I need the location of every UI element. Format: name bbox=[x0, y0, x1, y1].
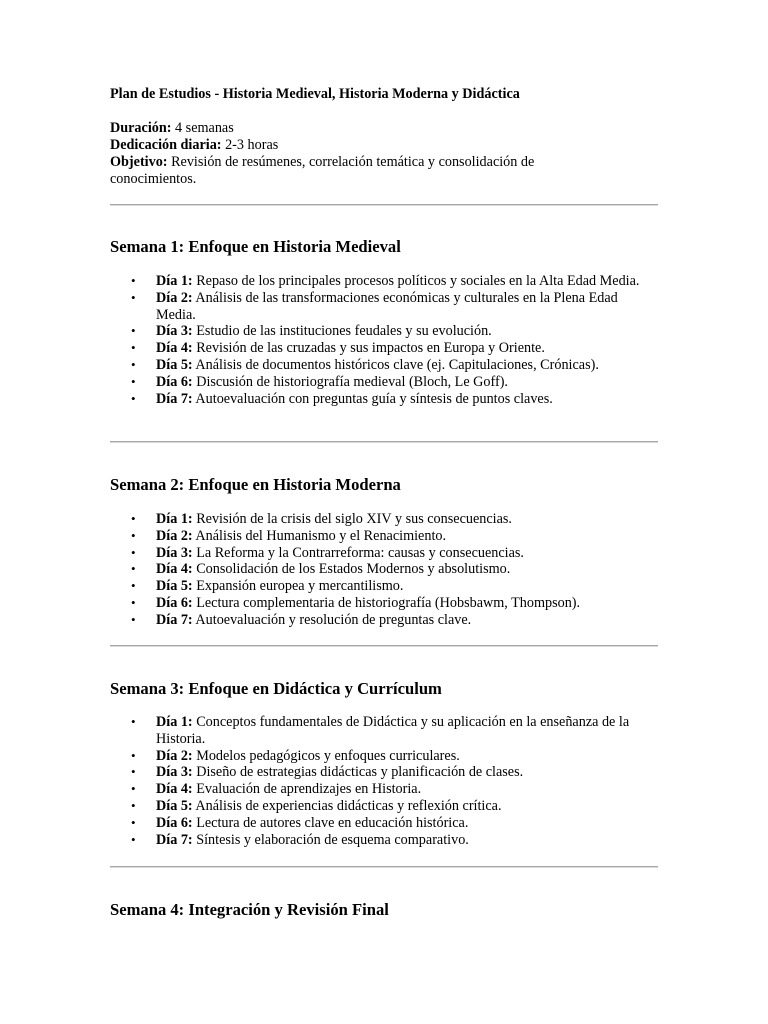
list-item bbox=[110, 561, 658, 578]
bullet-icon: • bbox=[131, 340, 136, 356]
day-text: Diseño de estrategias didácticas y planificación de clases. bbox=[192, 764, 524, 781]
day-label: Día 6: bbox=[156, 594, 193, 611]
document-meta bbox=[110, 120, 610, 188]
day-text: Revisión de las cruzadas y sus impactos en Europa y Oriente. bbox=[192, 340, 545, 357]
meta-daily-dedication bbox=[110, 137, 610, 154]
bullet-icon: • bbox=[131, 594, 136, 610]
horizontal-rule bbox=[110, 204, 658, 206]
day-text: Conceptos fundamentales de Didáctica y su aplicación en la enseñanza de la Historia. bbox=[156, 714, 630, 747]
day-text: Consolidación de los Estados Modernos y absolutismo. bbox=[192, 561, 511, 578]
day-label: Día 3: bbox=[156, 764, 193, 781]
day-text: Lectura de autores clave en educación histórica. bbox=[192, 814, 469, 831]
meta-label: Dedicación diaria: bbox=[110, 137, 222, 153]
day-text: Revisión de la crisis del siglo XIV y sus consecuencias. bbox=[192, 511, 512, 527]
day-label: Día 6: bbox=[156, 814, 193, 831]
day-label: Día 1: bbox=[156, 273, 193, 289]
day-label: Día 6: bbox=[156, 373, 193, 390]
day-text: Estudio de las instituciones feudales y su evolución. bbox=[192, 323, 492, 340]
list-item bbox=[110, 764, 658, 781]
day-text: Análisis de experiencias didácticas y reflexión crítica. bbox=[192, 797, 502, 814]
day-label: Día 7: bbox=[156, 390, 193, 407]
horizontal-rule bbox=[110, 866, 658, 868]
day-label: Día 5: bbox=[156, 356, 193, 373]
list-item bbox=[110, 578, 658, 595]
bullet-icon: • bbox=[131, 561, 136, 577]
day-text: Modelos pedagógicos y enfoques curriculares. bbox=[192, 747, 460, 764]
week-2-title: Semana 2: Enfoque en Historia Moderna bbox=[110, 475, 401, 494]
day-label: Día 7: bbox=[156, 611, 193, 628]
day-text: Repaso de los principales procesos políticos y sociales en la Alta Edad Media. bbox=[192, 273, 640, 289]
bullet-icon: • bbox=[131, 747, 136, 763]
week-3-title: Semana 3: Enfoque en Didáctica y Currículum bbox=[110, 679, 442, 698]
day-text: Lectura complementaria de historiografía (Hobsbawm, Thompson). bbox=[192, 594, 581, 611]
week-1-day-list bbox=[110, 273, 658, 407]
day-text: Autoevaluación y resolución de preguntas clave. bbox=[192, 611, 472, 628]
day-text: Discusión de historiografía medieval (Bloch, Le Goff). bbox=[192, 373, 508, 390]
list-item bbox=[110, 340, 658, 357]
list-item bbox=[110, 528, 658, 545]
day-text: Análisis de documentos históricos clave (ej. Capitulaciones, Crónicas). bbox=[192, 356, 599, 373]
list-item bbox=[110, 815, 658, 832]
week-3-day-list bbox=[110, 714, 658, 848]
day-label: Día 1: bbox=[156, 714, 193, 730]
list-item bbox=[110, 290, 658, 324]
bullet-icon: • bbox=[131, 814, 136, 830]
day-label: Día 3: bbox=[156, 323, 193, 340]
bullet-icon: • bbox=[131, 714, 136, 729]
day-label: Día 2: bbox=[156, 747, 193, 764]
bullet-icon: • bbox=[131, 323, 136, 339]
bullet-icon: • bbox=[131, 390, 136, 406]
list-item bbox=[110, 374, 658, 391]
day-label: Día 4: bbox=[156, 340, 193, 357]
week-1-title: Semana 1: Enfoque en Historia Medieval bbox=[110, 237, 401, 256]
list-item bbox=[110, 595, 658, 612]
bullet-icon: • bbox=[131, 781, 136, 797]
day-text: Expansión europea y mercantilismo. bbox=[192, 578, 404, 595]
day-label: Día 2: bbox=[156, 289, 193, 306]
list-item bbox=[110, 748, 658, 765]
list-item bbox=[110, 391, 658, 408]
meta-duration bbox=[110, 120, 610, 137]
day-label: Día 4: bbox=[156, 781, 193, 798]
day-label: Día 3: bbox=[156, 544, 193, 561]
list-item bbox=[110, 323, 658, 340]
horizontal-rule bbox=[110, 441, 658, 443]
day-label: Día 1: bbox=[156, 511, 193, 527]
bullet-icon: • bbox=[131, 527, 136, 543]
day-label: Día 2: bbox=[156, 527, 193, 544]
bullet-icon: • bbox=[131, 273, 136, 288]
list-item bbox=[110, 832, 658, 849]
day-text: Análisis de las transformaciones económicas y culturales en la Plena Edad Media. bbox=[156, 289, 618, 323]
bullet-icon: • bbox=[131, 356, 136, 372]
day-text: Síntesis y elaboración de esquema comparativo. bbox=[192, 831, 469, 848]
document-title: Plan de Estudios - Historia Medieval, Historia Moderna y Didáctica bbox=[110, 86, 520, 102]
bullet-icon: • bbox=[131, 764, 136, 780]
list-item bbox=[110, 545, 658, 562]
list-item bbox=[110, 798, 658, 815]
list-item bbox=[110, 781, 658, 798]
meta-value: 2-3 horas bbox=[221, 137, 279, 153]
week-4-title: Semana 4: Integración y Revisión Final bbox=[110, 900, 389, 919]
meta-value: Revisión de resúmenes, correlación temática y consolidación de conocimientos. bbox=[110, 154, 535, 187]
week-2-day-list bbox=[110, 511, 658, 629]
bullet-icon: • bbox=[131, 578, 136, 594]
bullet-icon: • bbox=[131, 544, 136, 560]
horizontal-rule bbox=[110, 645, 658, 647]
bullet-icon: • bbox=[131, 611, 136, 627]
bullet-icon: • bbox=[131, 511, 136, 526]
bullet-icon: • bbox=[131, 797, 136, 813]
meta-value: 4 semanas bbox=[171, 120, 234, 136]
meta-label: Duración: bbox=[110, 120, 172, 136]
bullet-icon: • bbox=[131, 831, 136, 847]
day-label: Día 4: bbox=[156, 561, 193, 578]
list-item bbox=[110, 357, 658, 374]
list-item bbox=[110, 273, 658, 290]
day-text: Análisis del Humanismo y el Renacimiento. bbox=[192, 527, 447, 544]
meta-label: Objetivo: bbox=[110, 154, 168, 170]
list-item bbox=[110, 511, 658, 528]
day-text: Evaluación de aprendizajes en Historia. bbox=[192, 781, 422, 798]
meta-objective bbox=[110, 154, 610, 188]
day-label: Día 7: bbox=[156, 831, 193, 848]
day-label: Día 5: bbox=[156, 578, 193, 595]
day-text: Autoevaluación con preguntas guía y síntesis de puntos claves. bbox=[192, 390, 553, 407]
day-label: Día 5: bbox=[156, 797, 193, 814]
day-text: La Reforma y la Contrarreforma: causas y consecuencias. bbox=[192, 544, 524, 561]
bullet-icon: • bbox=[131, 373, 136, 389]
list-item bbox=[110, 714, 658, 748]
list-item bbox=[110, 612, 658, 629]
bullet-icon: • bbox=[131, 289, 136, 305]
